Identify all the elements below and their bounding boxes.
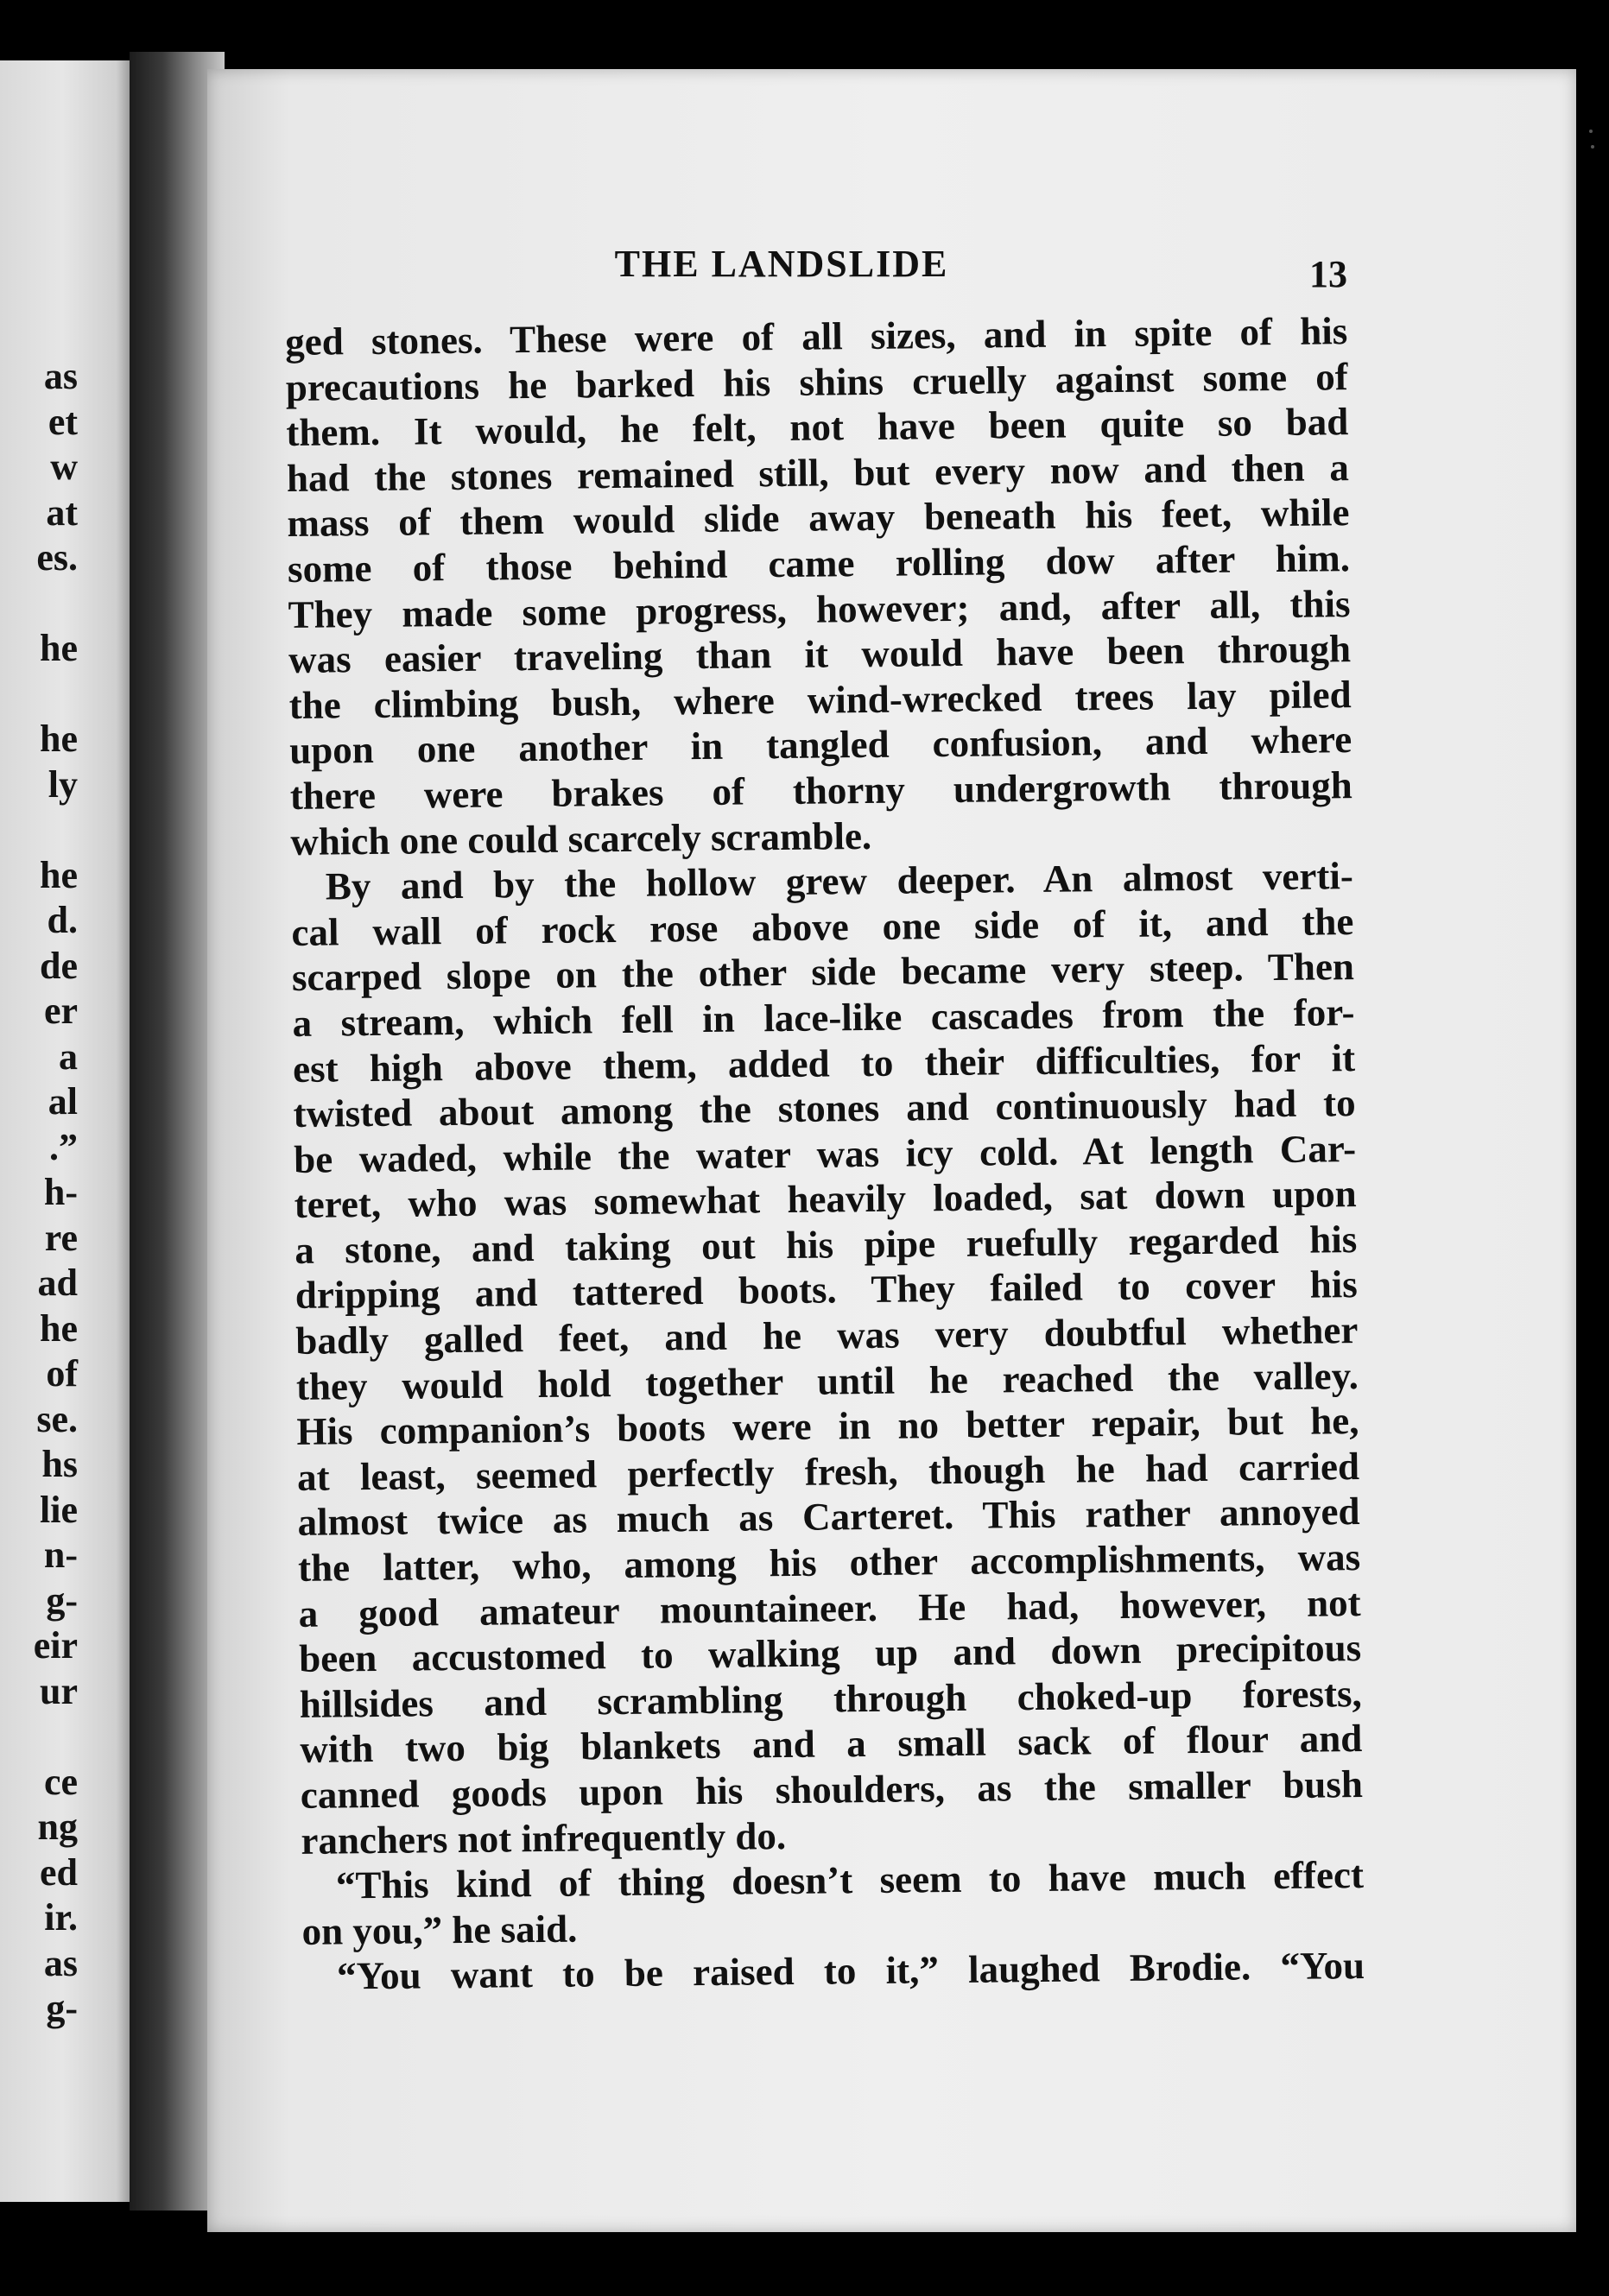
text-line: them. It would, he felt, not have been quite so bad [286, 400, 1349, 455]
facing-page-fragment: g- [46, 1578, 78, 1622]
text-line: ranchers not infrequently do. [301, 1813, 787, 1863]
text-line: precautions he barked his shins cruelly against some of [285, 354, 1349, 409]
facing-page-fragment: hs [41, 1443, 78, 1485]
text-line: was easier traveling than it would have been through [288, 627, 1352, 682]
text-line: there were brakes of thorny undergrowth through [289, 763, 1352, 818]
paper-speck [1591, 145, 1594, 149]
text-line: be waded, while the water was icy cold. At length Car- [293, 1126, 1357, 1181]
facing-page-fragment: as [43, 1941, 78, 1984]
text-line: scarped slope on the other side became very steep. Then [291, 945, 1355, 1000]
text-line: on you,” he said. [301, 1907, 578, 1953]
text-line: which one could scarcely scramble. [290, 813, 872, 863]
text-line: a stream, which fell in lace-like cascades from the for- [292, 990, 1355, 1045]
facing-page-fragment: he [40, 1306, 78, 1350]
text-line: almost twice as much as Carteret. This rather annoyed [297, 1490, 1360, 1545]
text-line: By and by the hollow grew deeper. An almost verti- [325, 854, 1354, 908]
facing-page-fragment: lie [40, 1488, 78, 1531]
text-line: with two big blankets and a small sack of flour and [300, 1717, 1363, 1772]
text-line: they would hold together until he reached the valley. [295, 1353, 1359, 1408]
text-line: “This kind of thing doesn’t seem to have much effect [335, 1853, 1365, 1907]
facing-page-fragment: as [43, 355, 78, 397]
text-line: dripping and tattered boots. They failed to cover his [295, 1262, 1359, 1318]
facing-page-text-fragments [0, 354, 78, 2032]
facing-page-fragment: of [46, 1352, 78, 1395]
text-line: teret, who was somewhat heavily loaded, sat down upon [294, 1172, 1357, 1227]
facing-page-fragment: h- [43, 1171, 78, 1213]
text-line: mass of them would slide away beneath his feet, while [287, 490, 1350, 546]
facing-page-fragment: ng [37, 1806, 78, 1848]
facing-page-fragment: eir [33, 1624, 78, 1667]
facing-page-fragment: es. [36, 536, 78, 579]
text-line: “You want to be raised to it,” laughed Brodie. “You [336, 1944, 1365, 1998]
facing-page-fragment: g- [46, 1987, 78, 2029]
text-line: upon one another in tangled confusion, and where [288, 718, 1352, 773]
running-head [285, 242, 1347, 319]
facing-page-fragment: he [40, 627, 78, 669]
text-line: had the stones remained still, but every now and then a [286, 445, 1350, 500]
facing-page-fragment: he [40, 853, 78, 896]
text-line: the climbing bush, where wind-wrecked trees lay piled [288, 672, 1352, 727]
facing-page-fragment: ir. [44, 1896, 78, 1939]
text-line: est high above them, added to their difficulties, for it [292, 1035, 1356, 1091]
text-line: cal wall of rock rose above one side of it, and the [291, 899, 1354, 954]
facing-page-fragment: w [50, 446, 78, 488]
facing-page-fragment: et [48, 400, 78, 443]
text-line: a stone, and taking out his pipe ruefully regarded his [295, 1217, 1358, 1272]
text-line: some of those behind came rolling dow after him. [287, 536, 1351, 591]
facing-page-fragment: ly [48, 762, 78, 806]
text-line: twisted about among the stones and continuously had to [293, 1081, 1356, 1136]
facing-page-fragment: er [43, 990, 78, 1032]
facing-page-fragment [0, 672, 78, 718]
facing-page-fragment: ur [40, 1669, 78, 1712]
facing-page-fragment: he [40, 718, 78, 760]
text-line: hillsides and scrambling through choked-up forests, [299, 1671, 1362, 1726]
facing-page-fragment: a [59, 1034, 78, 1078]
facing-page-fragment: ed [40, 1850, 78, 1894]
facing-page-fragment: n- [43, 1534, 78, 1576]
text-line: the latter, who, among his other accomplishments, was [297, 1535, 1361, 1590]
facing-page-fragment: al [48, 1080, 78, 1123]
page-number: 13 [1309, 253, 1347, 295]
book-page [207, 69, 1576, 2232]
text-line: at least, seemed perfectly fresh, though he had carried [296, 1444, 1360, 1499]
facing-page-fragment: at [46, 490, 78, 534]
text-line: badly galled feet, and he was very doubtful whether [295, 1308, 1359, 1363]
body-text [285, 308, 1365, 2000]
facing-page-fragment: .” [49, 1125, 78, 1168]
text-line: a good amateur mountaineer. He had, however, not [298, 1580, 1361, 1635]
text-line: been accustomed to walking up and down precipitous [298, 1626, 1362, 1681]
facing-page-fragment: re [44, 1216, 78, 1259]
facing-page-fragment: d. [47, 899, 78, 941]
facing-page-fragment: se. [36, 1397, 78, 1440]
facing-page-fragment [0, 1714, 78, 1760]
facing-page-fragment: de [40, 944, 78, 987]
facing-page-fragment [0, 581, 78, 627]
running-title: THE LANDSLIDE [614, 243, 949, 285]
text-line: ged stones. These were of all sizes, and in spite of his [285, 309, 1348, 364]
facing-page-fragment [0, 807, 78, 853]
text-line: canned goods upon his shoulders, as the smaller bush [300, 1762, 1364, 1817]
page-content [285, 242, 1365, 2000]
facing-page-fragment: ad [37, 1262, 78, 1304]
text-line: They made some progress, however; and, after all, this [288, 581, 1351, 636]
text-line: His companion’s boots were in no better repair, but he, [296, 1399, 1359, 1454]
paper-speck [1589, 130, 1593, 133]
facing-page-fragment: ce [43, 1760, 78, 1803]
